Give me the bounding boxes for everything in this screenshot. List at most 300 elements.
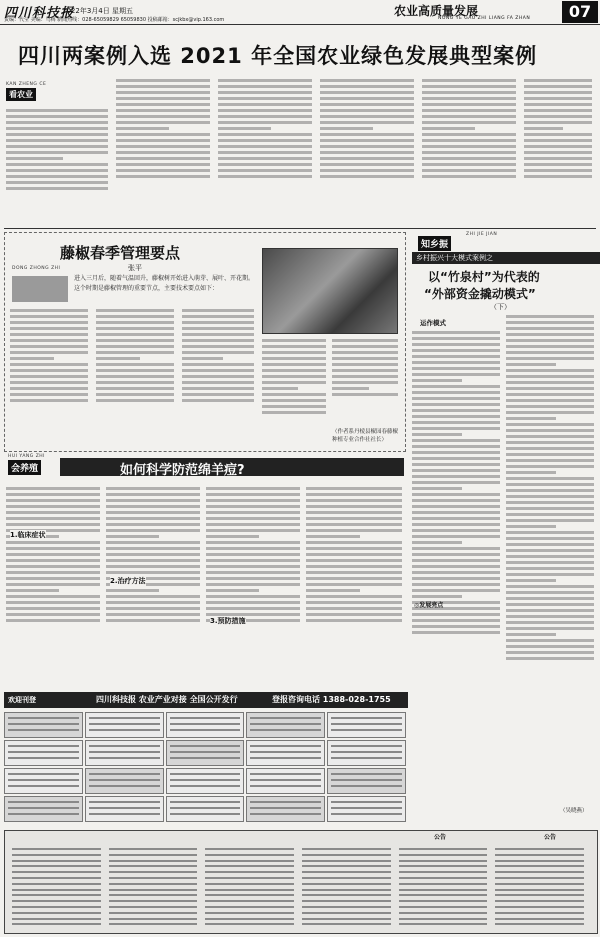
- text-line: [506, 603, 594, 606]
- text-line: [422, 169, 516, 172]
- text-line: [250, 813, 321, 815]
- pepper-intro: 进入三月后，随着气温回升，藤椒树开始进入萌芽、展叶、开花期。这个时期是藤椒管理的重要节点，主要技术要点如下：: [74, 275, 255, 292]
- text-line: [332, 345, 398, 348]
- text-line: [306, 571, 402, 574]
- text-line: [109, 912, 198, 914]
- text-line: [6, 115, 108, 118]
- text-line: [109, 906, 198, 908]
- text-line: [205, 877, 294, 879]
- text-line: [109, 883, 198, 885]
- text-line: [206, 565, 300, 568]
- text-line: [262, 345, 326, 348]
- text-line: [331, 801, 402, 803]
- text-line: [182, 387, 254, 390]
- text-line: [506, 495, 594, 498]
- text-line: [412, 625, 500, 628]
- text-line: [495, 923, 584, 925]
- text-line: [206, 559, 300, 562]
- text-line: [320, 133, 414, 136]
- text-line: [412, 583, 500, 586]
- text-line: [206, 529, 300, 532]
- text-line: [106, 565, 200, 568]
- text-line: [109, 871, 198, 873]
- text-line: [524, 163, 592, 166]
- text-line: [506, 591, 594, 594]
- text-line: [206, 553, 300, 556]
- text-line: [12, 889, 101, 891]
- lead-column-4: [320, 76, 416, 224]
- text-line: [412, 451, 500, 454]
- text-line: [109, 889, 198, 891]
- text-line: [206, 547, 300, 550]
- text-line: [106, 559, 200, 562]
- village-column-2: [506, 312, 596, 802]
- text-line: [412, 403, 500, 406]
- text-line: [205, 865, 294, 867]
- text-line: [506, 459, 594, 462]
- text-line: [506, 657, 594, 660]
- text-line: [106, 595, 200, 598]
- text-line: [422, 151, 516, 154]
- text-line: [422, 85, 516, 88]
- text-line: [96, 375, 174, 378]
- text-line: [89, 773, 160, 775]
- text-line: [412, 523, 500, 526]
- text-line: [182, 381, 254, 384]
- text-line: [412, 511, 500, 514]
- text-line: [506, 363, 556, 366]
- text-line: [250, 745, 321, 747]
- text-line: [8, 779, 79, 781]
- text-line: [506, 375, 594, 378]
- text-line: [218, 127, 271, 130]
- text-line: [412, 499, 500, 502]
- text-line: [495, 889, 584, 891]
- text-line: [412, 553, 500, 556]
- notice-title-1: 公告: [433, 834, 446, 841]
- text-line: [524, 151, 592, 154]
- text-line: [332, 387, 369, 390]
- text-line: [332, 357, 398, 360]
- text-line: [506, 327, 594, 330]
- sheep-column-4: [306, 484, 404, 684]
- text-line: [506, 345, 594, 348]
- pepper-tag-pinyin: DONG ZHONG ZHI: [12, 266, 61, 271]
- text-line: [106, 547, 200, 550]
- text-line: [412, 595, 462, 598]
- text-line: [170, 751, 241, 753]
- text-line: [205, 889, 294, 891]
- pepper-column-1: [10, 306, 90, 446]
- text-line: [320, 97, 414, 100]
- text-line: [506, 531, 594, 534]
- classified-cell: [246, 712, 325, 738]
- text-line: [422, 115, 516, 118]
- text-line: [6, 589, 59, 592]
- text-line: [399, 906, 488, 908]
- pepper-column-4: [262, 336, 328, 446]
- text-line: [506, 333, 594, 336]
- text-line: [106, 535, 159, 538]
- text-line: [332, 381, 398, 384]
- text-line: [96, 339, 174, 342]
- text-line: [412, 361, 500, 364]
- text-line: [331, 813, 402, 815]
- text-line: [8, 717, 79, 719]
- text-line: [399, 918, 488, 920]
- classified-cell: [166, 712, 245, 738]
- text-line: [495, 854, 584, 856]
- text-line: [116, 109, 210, 112]
- text-line: [170, 801, 241, 803]
- text-line: [12, 883, 101, 885]
- text-line: [262, 357, 326, 360]
- text-line: [89, 801, 160, 803]
- village-heading-1: 运作模式: [420, 319, 446, 327]
- text-line: [412, 415, 500, 418]
- text-line: [399, 865, 488, 867]
- text-line: [205, 894, 294, 896]
- text-line: [306, 493, 402, 496]
- text-line: [206, 589, 259, 592]
- text-line: [218, 157, 312, 160]
- pepper-tag-block: [12, 276, 68, 302]
- text-line: [422, 133, 516, 136]
- text-line: [250, 729, 321, 731]
- text-line: [206, 577, 300, 580]
- text-line: [412, 535, 500, 538]
- classified-cell: [85, 796, 164, 822]
- text-line: [506, 501, 594, 504]
- text-line: [412, 421, 500, 424]
- text-line: [495, 860, 584, 862]
- village-title-2: “外部资金撬动模式”: [424, 287, 536, 301]
- text-line: [10, 351, 88, 354]
- text-line: [422, 145, 516, 148]
- text-line: [12, 912, 101, 914]
- text-line: [306, 565, 402, 568]
- text-line: [6, 163, 108, 166]
- text-line: [250, 757, 321, 759]
- text-line: [10, 357, 54, 360]
- text-line: [6, 583, 100, 586]
- lead-column-2: [116, 76, 212, 224]
- text-line: [495, 865, 584, 867]
- text-line: [96, 333, 174, 336]
- text-line: [506, 543, 594, 546]
- text-line: [302, 860, 391, 862]
- text-line: [306, 595, 402, 598]
- text-line: [218, 97, 312, 100]
- text-line: [109, 918, 198, 920]
- pepper-author: 张平: [128, 264, 142, 272]
- text-line: [106, 505, 200, 508]
- text-line: [205, 918, 294, 920]
- text-line: [506, 615, 594, 618]
- text-line: [116, 85, 210, 88]
- sheep-section-1: 1.临床症状: [10, 531, 46, 539]
- section-title: 农业高质量发展: [394, 4, 479, 18]
- text-line: [10, 363, 88, 366]
- text-line: [6, 619, 100, 622]
- text-line: [205, 912, 294, 914]
- sheep-tag: 会养殖: [8, 460, 41, 475]
- text-line: [170, 729, 241, 731]
- lead-column-6: [524, 76, 594, 224]
- text-line: [170, 757, 241, 759]
- text-line: [306, 607, 402, 610]
- text-line: [218, 91, 312, 94]
- classified-cell: [327, 712, 406, 738]
- text-line: [116, 139, 210, 142]
- text-line: [506, 519, 594, 522]
- text-line: [170, 785, 241, 787]
- text-line: [206, 487, 300, 490]
- text-line: [6, 181, 108, 184]
- pepper-title: 藤椒春季管理要点: [60, 244, 181, 262]
- text-line: [116, 79, 210, 82]
- classified-cell: [246, 768, 325, 794]
- text-line: [182, 339, 254, 342]
- text-line: [524, 109, 592, 112]
- text-line: [182, 351, 254, 354]
- text-line: [10, 399, 88, 402]
- text-line: [89, 807, 160, 809]
- text-line: [306, 577, 402, 580]
- text-line: [116, 163, 210, 166]
- text-line: [495, 900, 584, 902]
- classified-cell: [327, 768, 406, 794]
- text-line: [506, 465, 594, 468]
- text-line: [109, 923, 198, 925]
- text-line: [506, 411, 594, 414]
- text-line: [12, 894, 101, 896]
- text-line: [106, 511, 200, 514]
- text-line: [506, 567, 594, 570]
- text-line: [524, 85, 592, 88]
- text-line: [206, 511, 300, 514]
- text-line: [8, 757, 79, 759]
- text-line: [306, 619, 402, 622]
- text-line: [12, 854, 101, 856]
- sheep-title: 如何科学防范绵羊痘?: [120, 463, 245, 478]
- text-line: [206, 571, 300, 574]
- lead-column-3: [218, 76, 314, 224]
- text-line: [412, 481, 500, 484]
- lead-column-tag: 看农业: [6, 88, 36, 101]
- text-line: [399, 860, 488, 862]
- text-line: [506, 387, 594, 390]
- text-line: [262, 363, 326, 366]
- text-line: [206, 523, 300, 526]
- text-line: [96, 369, 174, 372]
- text-line: [262, 339, 326, 342]
- classified-cell: [4, 740, 83, 766]
- lead-headline: 四川两案例入选 2021 年全国农业绿色发展典型案例: [18, 44, 538, 68]
- lead-column-1: [6, 106, 110, 224]
- text-line: [412, 529, 500, 532]
- text-line: [206, 535, 259, 538]
- text-line: [306, 529, 402, 532]
- text-line: [106, 487, 200, 490]
- ads-banner-left: 欢迎刊登: [8, 696, 36, 704]
- text-line: [399, 900, 488, 902]
- text-line: [262, 381, 326, 384]
- text-line: [506, 483, 594, 486]
- text-line: [306, 541, 402, 544]
- text-line: [182, 309, 254, 312]
- text-line: [412, 343, 500, 346]
- text-line: [6, 133, 108, 136]
- text-line: [96, 321, 174, 324]
- text-line: [412, 619, 500, 622]
- text-line: [182, 399, 254, 402]
- text-line: [205, 900, 294, 902]
- text-line: [302, 923, 391, 925]
- text-line: [320, 157, 414, 160]
- text-line: [320, 115, 414, 118]
- sheep-column-1: [6, 484, 102, 684]
- text-line: [96, 315, 174, 318]
- text-line: [182, 333, 254, 336]
- text-line: [306, 523, 402, 526]
- ads-banner-right: 登报咨询电话 1388-028-1755: [272, 695, 391, 704]
- classified-cell: [246, 740, 325, 766]
- text-line: [320, 169, 414, 172]
- text-line: [106, 571, 200, 574]
- text-line: [170, 773, 241, 775]
- text-line: [12, 871, 101, 873]
- text-line: [12, 860, 101, 862]
- classified-cell: [4, 768, 83, 794]
- text-line: [422, 79, 516, 82]
- lead-column-5: [422, 76, 518, 224]
- text-line: [524, 97, 592, 100]
- text-line: [506, 429, 594, 432]
- text-line: [412, 469, 500, 472]
- text-line: [332, 375, 398, 378]
- text-line: [106, 607, 200, 610]
- text-line: [6, 547, 100, 550]
- text-line: [320, 85, 414, 88]
- text-line: [206, 517, 300, 520]
- text-line: [96, 345, 174, 348]
- text-line: [524, 127, 563, 130]
- text-line: [302, 877, 391, 879]
- text-line: [332, 393, 398, 396]
- text-line: [506, 339, 594, 342]
- text-line: [302, 854, 391, 856]
- text-line: [302, 889, 391, 891]
- divider: [4, 228, 596, 229]
- text-line: [506, 585, 594, 588]
- text-line: [206, 583, 300, 586]
- text-line: [320, 175, 414, 178]
- village-title-1: 以“竹泉村”为代表的: [428, 270, 540, 284]
- text-line: [302, 894, 391, 896]
- pepper-column-3: [182, 306, 256, 446]
- text-line: [306, 517, 402, 520]
- text-line: [206, 541, 300, 544]
- text-line: [412, 427, 500, 430]
- text-line: [218, 139, 312, 142]
- text-line: [170, 779, 241, 781]
- text-line: [205, 923, 294, 925]
- text-line: [422, 163, 516, 166]
- classified-cell: [85, 740, 164, 766]
- text-line: [506, 561, 594, 564]
- text-line: [262, 399, 326, 402]
- text-line: [89, 717, 160, 719]
- text-line: [506, 315, 594, 318]
- text-line: [89, 785, 160, 787]
- text-line: [12, 900, 101, 902]
- text-line: [302, 883, 391, 885]
- text-line: [506, 381, 594, 384]
- text-line: [218, 103, 312, 106]
- text-line: [10, 315, 88, 318]
- text-line: [506, 525, 556, 528]
- text-line: [6, 187, 108, 190]
- classified-cell: [327, 796, 406, 822]
- text-line: [306, 601, 402, 604]
- text-line: [6, 595, 100, 598]
- text-line: [6, 601, 100, 604]
- pepper-column-2: [96, 306, 176, 446]
- text-line: [6, 487, 100, 490]
- text-line: [412, 385, 500, 388]
- text-line: [109, 900, 198, 902]
- text-line: [182, 375, 254, 378]
- text-line: [506, 609, 594, 612]
- text-line: [262, 351, 326, 354]
- text-line: [205, 883, 294, 885]
- text-line: [412, 457, 500, 460]
- text-line: [10, 327, 88, 330]
- text-line: [205, 854, 294, 856]
- editor-meta: 责编：代莹 美编：乌梅 新闻热线：028-65059829 65059830 投稿邮箱：scjkbx@vip.163.com: [4, 17, 225, 23]
- text-line: [412, 541, 462, 544]
- text-line: [10, 381, 88, 384]
- text-line: [331, 751, 402, 753]
- text-line: [205, 906, 294, 908]
- text-line: [302, 865, 391, 867]
- text-line: [399, 912, 488, 914]
- text-line: [89, 751, 160, 753]
- text-line: [182, 357, 223, 360]
- text-line: [412, 559, 500, 562]
- text-line: [306, 511, 402, 514]
- text-line: [506, 633, 556, 636]
- text-line: [109, 877, 198, 879]
- text-line: [506, 597, 594, 600]
- text-line: [262, 405, 326, 408]
- text-line: [524, 115, 592, 118]
- text-line: [8, 801, 79, 803]
- text-line: [6, 499, 100, 502]
- text-line: [250, 751, 321, 753]
- text-line: [206, 493, 300, 496]
- text-line: [6, 559, 100, 562]
- text-line: [412, 349, 500, 352]
- text-line: [206, 505, 300, 508]
- text-line: [6, 607, 100, 610]
- text-line: [170, 745, 241, 747]
- text-line: [422, 121, 516, 124]
- text-line: [506, 627, 594, 630]
- text-line: [218, 151, 312, 154]
- text-line: [320, 121, 414, 124]
